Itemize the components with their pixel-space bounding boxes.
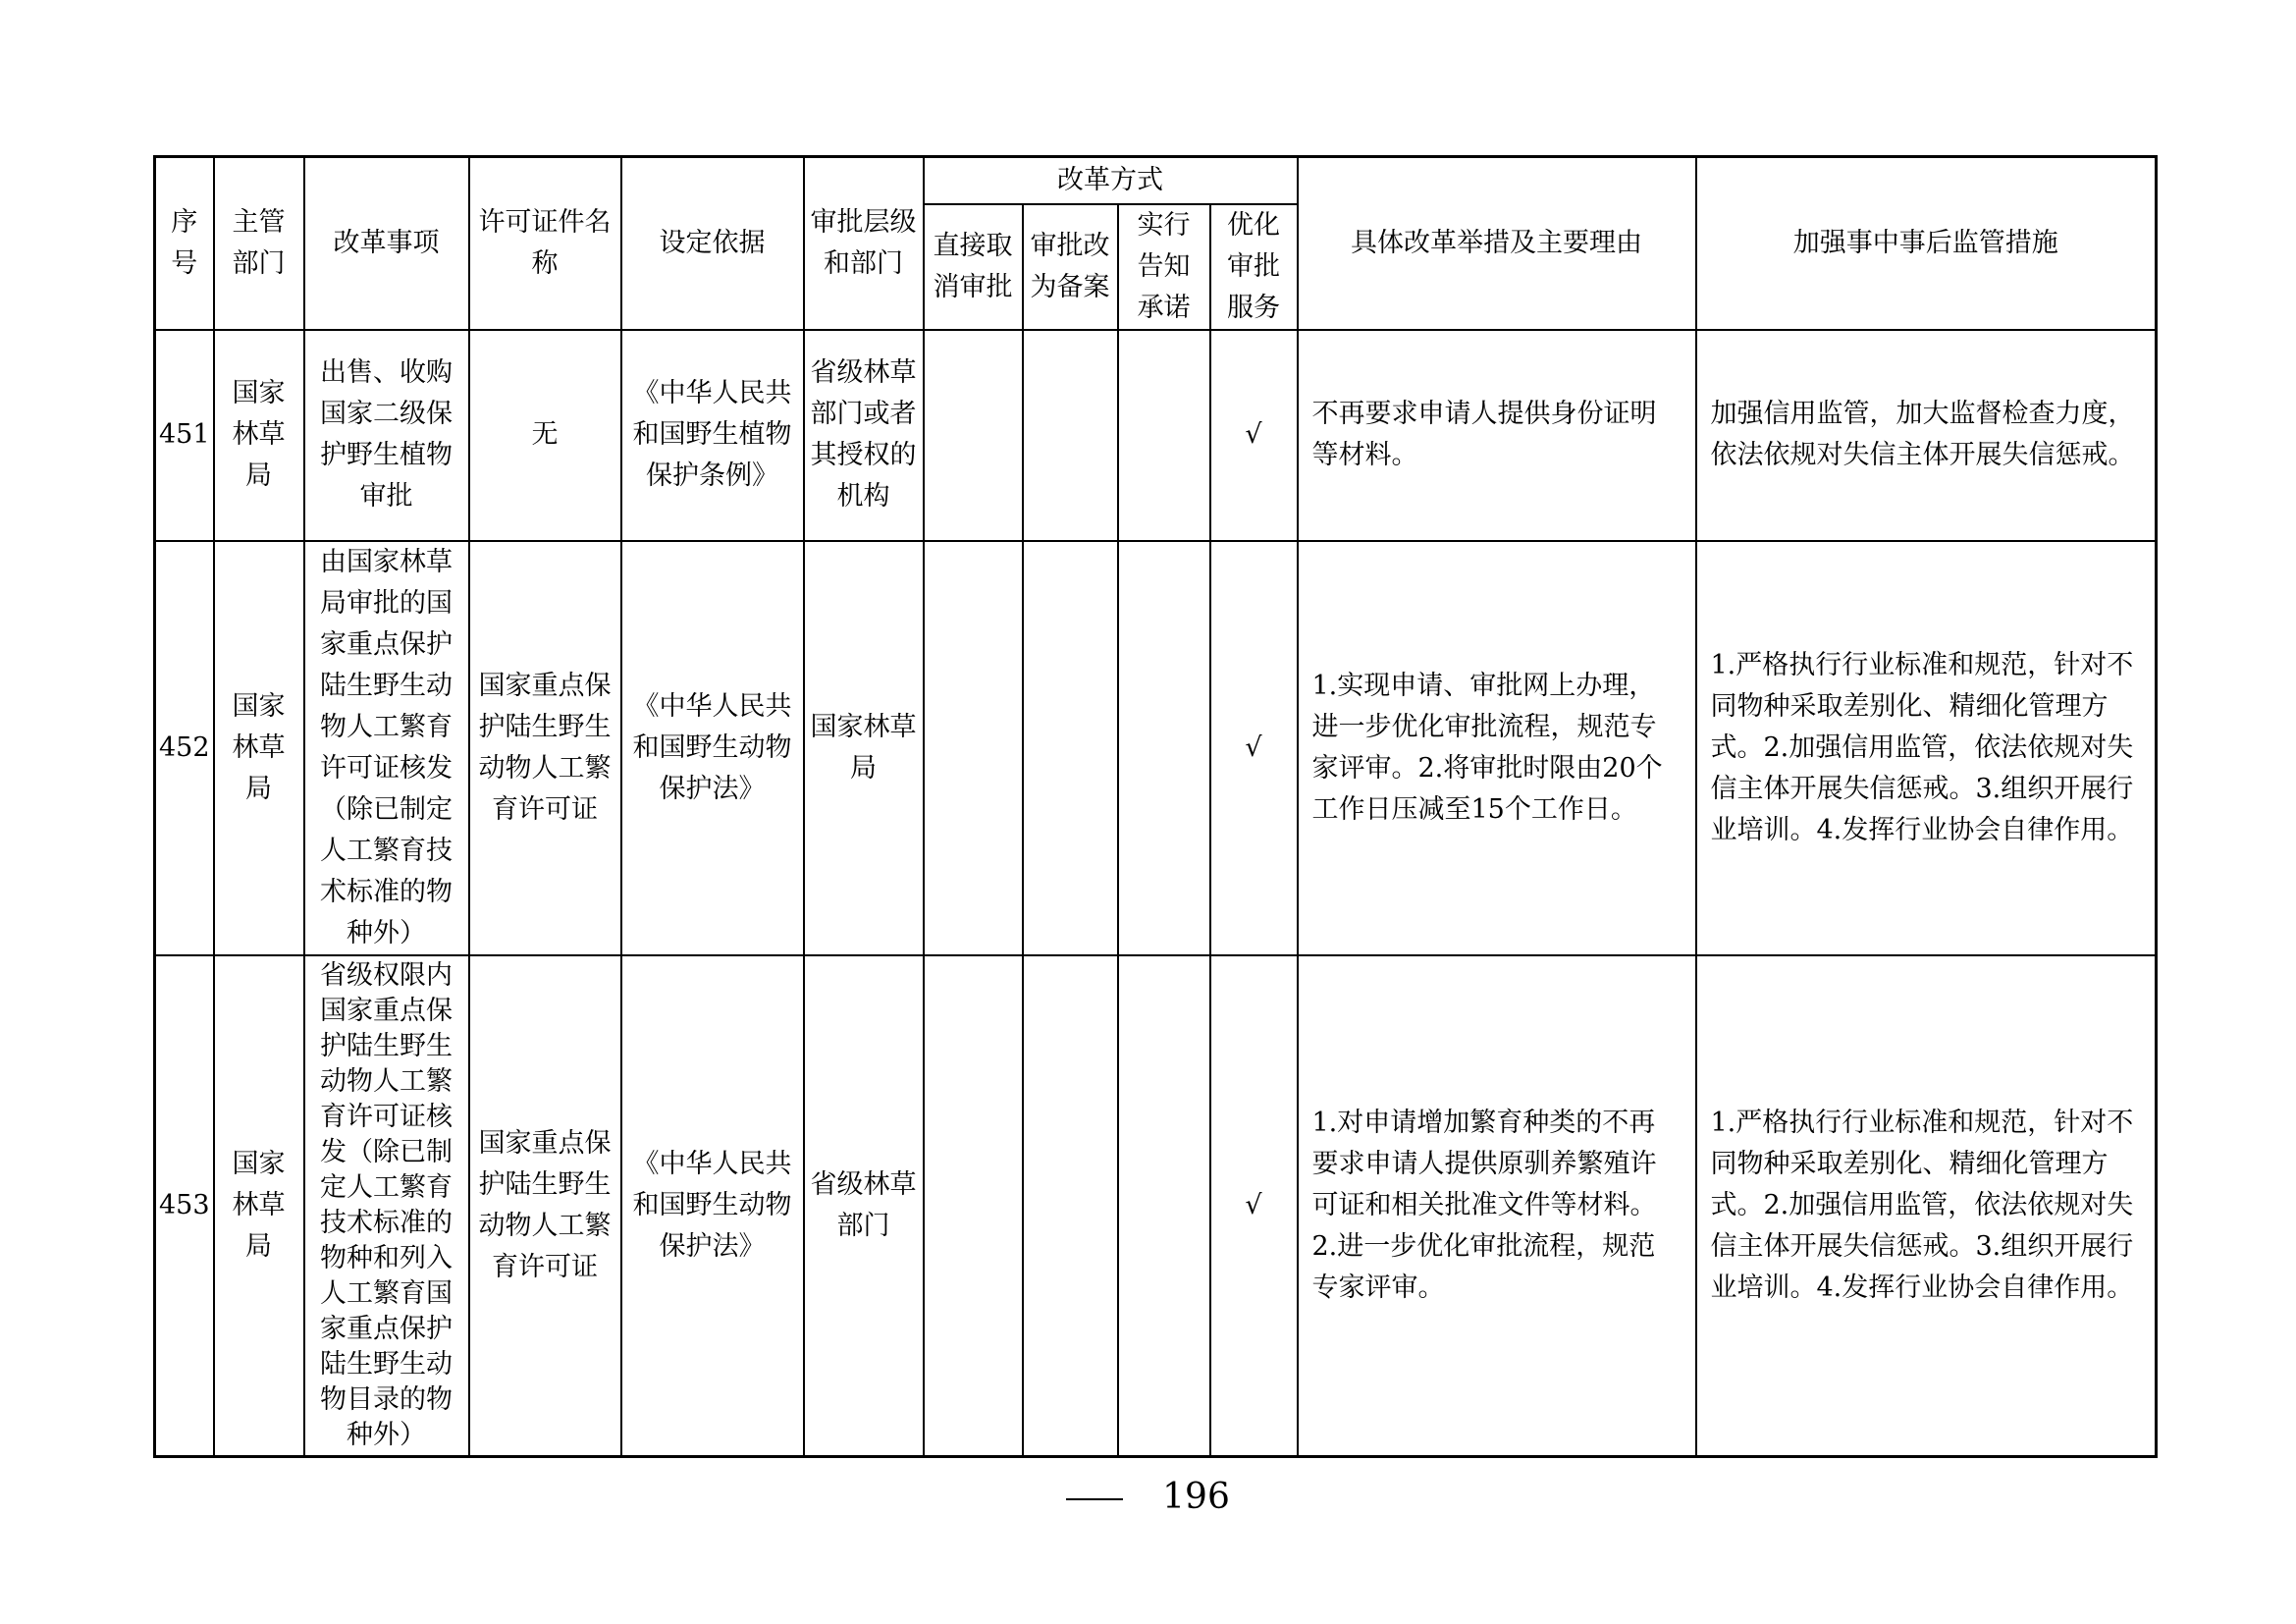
header-dept: 主管部门 bbox=[214, 157, 304, 330]
cell-level: 省级林草部门或者其授权的机构 bbox=[804, 330, 924, 541]
cell-notify bbox=[1118, 330, 1210, 541]
cell-filing bbox=[1023, 330, 1118, 541]
table-row bbox=[155, 955, 2157, 1457]
cell-cancel bbox=[924, 541, 1023, 955]
cell-seq: 452 bbox=[155, 541, 214, 955]
cell-cert: 国家重点保护陆生野生动物人工繁育许可证 bbox=[469, 541, 621, 955]
cell-measures: 1.实现申请、审批网上办理，进一步优化审批流程，规范专家评审。2.将审批时限由20个工作日压减至15个工作日。 bbox=[1298, 541, 1696, 955]
footer-dash bbox=[1066, 1498, 1123, 1500]
page-number: 196 bbox=[1162, 1477, 1230, 1517]
header-method-optimize: 优化审批服务 bbox=[1210, 204, 1298, 330]
cell-filing bbox=[1023, 541, 1118, 955]
header-method-notify: 实行告知承诺 bbox=[1118, 204, 1210, 330]
cell-measures: 1.对申请增加繁育种类的不再要求申请人提供原驯养繁殖许可证和相关批准文件等材料。2.进一步优化审批流程，规范专家评审。 bbox=[1298, 955, 1696, 1457]
header-basis: 设定依据 bbox=[621, 157, 804, 330]
cell-dept: 国家林草局 bbox=[214, 330, 304, 541]
cell-notify bbox=[1118, 955, 1210, 1457]
cell-basis: 《中华人民共和国野生动物保护法》 bbox=[621, 955, 804, 1457]
cell-supervision: 加强信用监管，加大监督检查力度，依法依规对失信主体开展失信惩戒。 bbox=[1696, 330, 2157, 541]
cell-optimize-check: √ bbox=[1210, 541, 1298, 955]
cell-item: 省级权限内国家重点保护陆生野生动物人工繁育许可证核发（除已制定人工繁育技术标准的物种和列入人工繁育国家重点保护陆生野生动物目录的物种外） bbox=[304, 955, 469, 1457]
cell-item: 由国家林草局审批的国家重点保护陆生野生动物人工繁育许可证核发（除已制定人工繁育技术标准的物种外） bbox=[304, 541, 469, 955]
cell-basis: 《中华人民共和国野生植物保护条例》 bbox=[621, 330, 804, 541]
cell-measures: 不再要求申请人提供身份证明等材料。 bbox=[1298, 330, 1696, 541]
header-row bbox=[155, 157, 2157, 204]
cell-cancel bbox=[924, 330, 1023, 541]
cell-supervision: 1.严格执行行业标准和规范，针对不同物种采取差别化、精细化管理方式。2.加强信用监管，依法依规对失信主体开展失信惩戒。3.组织开展行业培训。4.发挥行业协会自律作用。 bbox=[1696, 955, 2157, 1457]
table-row bbox=[155, 330, 2157, 541]
header-item: 改革事项 bbox=[304, 157, 469, 330]
cell-seq: 451 bbox=[155, 330, 214, 541]
cell-dept: 国家林草局 bbox=[214, 955, 304, 1457]
cell-cancel bbox=[924, 955, 1023, 1457]
header-level: 审批层级和部门 bbox=[804, 157, 924, 330]
cell-cert: 国家重点保护陆生野生动物人工繁育许可证 bbox=[469, 955, 621, 1457]
cell-filing bbox=[1023, 955, 1118, 1457]
page-footer bbox=[0, 1473, 2296, 1522]
cell-level: 国家林草局 bbox=[804, 541, 924, 955]
header-method-group: 改革方式 bbox=[924, 157, 1298, 204]
cell-notify bbox=[1118, 541, 1210, 955]
cell-seq: 453 bbox=[155, 955, 214, 1457]
cell-optimize-check: √ bbox=[1210, 330, 1298, 541]
table-row bbox=[155, 541, 2157, 955]
header-method-cancel: 直接取消审批 bbox=[924, 204, 1023, 330]
reform-table bbox=[153, 155, 2158, 1458]
cell-level: 省级林草部门 bbox=[804, 955, 924, 1457]
cell-supervision: 1.严格执行行业标准和规范，针对不同物种采取差别化、精细化管理方式。2.加强信用监管，依法依规对失信主体开展失信惩戒。3.组织开展行业培训。4.发挥行业协会自律作用。 bbox=[1696, 541, 2157, 955]
header-supervision: 加强事中事后监管措施 bbox=[1696, 157, 2157, 330]
header-cert: 许可证件名称 bbox=[469, 157, 621, 330]
header-measures: 具体改革举措及主要理由 bbox=[1298, 157, 1696, 330]
cell-dept: 国家林草局 bbox=[214, 541, 304, 955]
cell-basis: 《中华人民共和国野生动物保护法》 bbox=[621, 541, 804, 955]
cell-cert: 无 bbox=[469, 330, 621, 541]
cell-item: 出售、收购国家二级保护野生植物审批 bbox=[304, 330, 469, 541]
cell-optimize-check: √ bbox=[1210, 955, 1298, 1457]
header-seq: 序号 bbox=[155, 157, 214, 330]
header-method-filing: 审批改为备案 bbox=[1023, 204, 1118, 330]
